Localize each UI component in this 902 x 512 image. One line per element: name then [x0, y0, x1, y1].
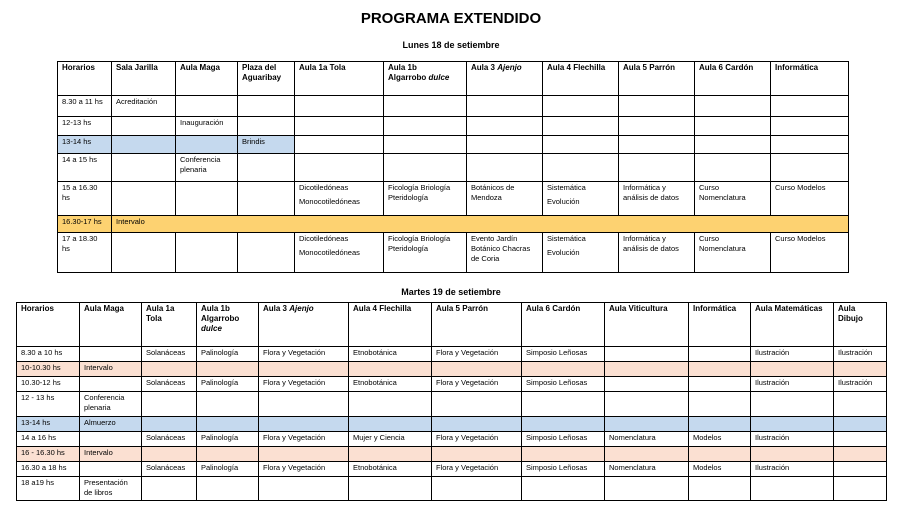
event-cell: Informática y análisis de datos: [619, 182, 695, 216]
empty-cell: [543, 136, 619, 154]
table-row: [17, 417, 887, 432]
event-cell: Flora y Vegetación: [432, 462, 522, 477]
event-line: Sistemática: [547, 234, 586, 243]
empty-cell: [142, 362, 197, 377]
event-line: Dicotiledóneas: [299, 234, 349, 243]
empty-cell: [543, 154, 619, 182]
empty-cell: [349, 477, 432, 501]
event-cell: Mujer y Ciencia: [349, 432, 432, 447]
empty-cell: [295, 136, 384, 154]
event-cell: Intervalo: [112, 216, 849, 233]
empty-cell: [112, 233, 176, 273]
empty-cell: [197, 417, 259, 432]
empty-cell: [384, 96, 467, 117]
table-row: [58, 136, 849, 154]
empty-cell: [467, 117, 543, 136]
event-cell: Ilustración: [834, 347, 887, 362]
empty-cell: [176, 233, 238, 273]
page-title: PROGRAMA EXTENDIDO: [360, 10, 542, 27]
event-cell: Simposio Leñosas: [522, 462, 605, 477]
event-cell: Flora y Vegetación: [259, 377, 349, 392]
col-header: [467, 62, 543, 96]
empty-cell: [467, 154, 543, 182]
table-row: [17, 477, 887, 501]
event-cell: [295, 233, 384, 273]
empty-cell: [605, 377, 689, 392]
empty-cell: [834, 417, 887, 432]
event-cell: Ilustración: [751, 377, 834, 392]
empty-cell: [522, 447, 605, 462]
event-cell: [543, 182, 619, 216]
empty-cell: [112, 154, 176, 182]
time-cell: 14 a 16 hs: [17, 432, 80, 447]
event-cell: Etnobotánica: [349, 347, 432, 362]
event-cell: Flora y Vegetación: [259, 432, 349, 447]
event-line: Monocotiledóneas: [299, 197, 360, 206]
table-row: [58, 96, 849, 117]
event-cell: Evento Jardín Botánico Chacras de Coria: [467, 233, 543, 273]
header-row: [58, 62, 849, 96]
event-cell: Curso Modelos: [771, 182, 849, 216]
event-cell: Conferencia plenaria: [176, 154, 238, 182]
empty-cell: [689, 447, 751, 462]
empty-cell: [197, 392, 259, 417]
col-header-part: Aula 1b Algarrobo: [201, 304, 240, 323]
empty-cell: [197, 447, 259, 462]
event-cell: Acreditación: [112, 96, 176, 117]
empty-cell: [384, 154, 467, 182]
event-cell: Conferencia plenaria: [80, 392, 142, 417]
empty-cell: [522, 417, 605, 432]
col-header: Aula Maga: [176, 62, 238, 96]
event-cell: Solanáceas: [142, 377, 197, 392]
empty-cell: [605, 392, 689, 417]
empty-cell: [751, 392, 834, 417]
empty-cell: [605, 362, 689, 377]
empty-cell: [238, 182, 295, 216]
empty-cell: [619, 154, 695, 182]
empty-cell: [80, 347, 142, 362]
table-row: [58, 233, 849, 273]
empty-cell: [771, 136, 849, 154]
event-cell: Intervalo: [80, 362, 142, 377]
time-cell: 12 - 13 hs: [17, 392, 80, 417]
event-cell: Solanáceas: [142, 347, 197, 362]
event-cell: Modelos: [689, 432, 751, 447]
event-line: Monocotiledóneas: [299, 248, 360, 257]
time-cell: 18 a19 hs: [17, 477, 80, 501]
empty-cell: [543, 96, 619, 117]
header-row: [17, 303, 887, 347]
event-cell: Ficología Briología Pteridología: [384, 233, 467, 273]
col-header: Aula 4 Flechilla: [543, 62, 619, 96]
col-header: Aula 1a Tola: [295, 62, 384, 96]
col-header-part: Aula 3: [471, 63, 496, 72]
event-cell: Palinología: [197, 432, 259, 447]
event-cell: Simposio Leñosas: [522, 347, 605, 362]
empty-cell: [467, 136, 543, 154]
event-cell: Etnobotánica: [349, 377, 432, 392]
schedule-table-monday: [57, 61, 849, 273]
event-cell: Solanáceas: [142, 432, 197, 447]
event-cell: Presentación de libros: [80, 477, 142, 501]
empty-cell: [80, 377, 142, 392]
empty-cell: [771, 154, 849, 182]
empty-cell: [197, 477, 259, 501]
event-cell: Intervalo: [80, 447, 142, 462]
empty-cell: [834, 477, 887, 501]
col-header-part: dulce: [201, 324, 222, 333]
empty-cell: [259, 447, 349, 462]
table-row: [17, 347, 887, 362]
event-cell: Flora y Vegetación: [432, 347, 522, 362]
col-header-part: Ajenjo: [289, 304, 314, 313]
empty-cell: [259, 392, 349, 417]
table-row: [58, 216, 849, 233]
empty-cell: [522, 392, 605, 417]
time-cell: 17 a 18.30 hs: [58, 233, 112, 273]
empty-cell: [751, 362, 834, 377]
empty-cell: [605, 477, 689, 501]
time-cell: 13-14 hs: [58, 136, 112, 154]
empty-cell: [349, 417, 432, 432]
event-cell: Flora y Vegetación: [432, 377, 522, 392]
col-header: Informática: [771, 62, 849, 96]
empty-cell: [384, 136, 467, 154]
event-cell: Ilustración: [834, 377, 887, 392]
empty-cell: [605, 347, 689, 362]
event-cell: Curso Modelos: [771, 233, 849, 273]
empty-cell: [112, 117, 176, 136]
col-header: [197, 303, 259, 347]
empty-cell: [238, 154, 295, 182]
empty-cell: [295, 117, 384, 136]
event-line: Evolución: [547, 248, 580, 257]
time-cell: 10.30-12 hs: [17, 377, 80, 392]
event-cell: Ilustración: [751, 347, 834, 362]
empty-cell: [689, 347, 751, 362]
col-header-part: Aula 3: [263, 304, 288, 313]
time-cell: 8.30 a 11 hs: [58, 96, 112, 117]
empty-cell: [197, 362, 259, 377]
empty-cell: [619, 96, 695, 117]
empty-cell: [619, 136, 695, 154]
event-cell: Simposio Leñosas: [522, 377, 605, 392]
table-row: [17, 432, 887, 447]
time-cell: 16.30 a 18 hs: [17, 462, 80, 477]
event-cell: Flora y Vegetación: [432, 432, 522, 447]
event-line: Dicotiledóneas: [299, 183, 349, 192]
empty-cell: [522, 477, 605, 501]
event-cell: Ficología Briología Pteridología: [384, 182, 467, 216]
event-cell: Flora y Vegetación: [259, 347, 349, 362]
empty-cell: [142, 447, 197, 462]
empty-cell: [834, 432, 887, 447]
empty-cell: [349, 362, 432, 377]
col-header-part: Aula 1b: [388, 63, 417, 72]
event-cell: Botánicos de Mendoza: [467, 182, 543, 216]
col-header: Aula 5 Parrón: [619, 62, 695, 96]
empty-cell: [384, 117, 467, 136]
event-cell: Curso Nomenclatura: [695, 233, 771, 273]
col-header: Aula Dibujo: [834, 303, 887, 347]
event-cell: Brindis: [238, 136, 295, 154]
empty-cell: [142, 417, 197, 432]
col-header: Plaza del Aguaribay: [238, 62, 295, 96]
table-row: [17, 392, 887, 417]
event-cell: Informática y análisis de datos: [619, 233, 695, 273]
event-cell: Palinología: [197, 377, 259, 392]
table-row: [17, 362, 887, 377]
empty-cell: [80, 462, 142, 477]
empty-cell: [349, 392, 432, 417]
empty-cell: [834, 462, 887, 477]
empty-cell: [176, 96, 238, 117]
col-header: Aula 6 Cardón: [695, 62, 771, 96]
empty-cell: [259, 362, 349, 377]
col-header-part: dulce: [428, 73, 450, 82]
event-cell: Palinología: [197, 462, 259, 477]
empty-cell: [80, 432, 142, 447]
event-cell: Nomenclatura: [605, 462, 689, 477]
empty-cell: [695, 96, 771, 117]
time-cell: 14 a 15 hs: [58, 154, 112, 182]
event-cell: Ilustración: [751, 432, 834, 447]
empty-cell: [432, 477, 522, 501]
empty-cell: [112, 136, 176, 154]
empty-cell: [605, 447, 689, 462]
event-cell: Flora y Vegetación: [259, 462, 349, 477]
col-header: Aula 5 Parrón: [432, 303, 522, 347]
empty-cell: [295, 154, 384, 182]
empty-cell: [522, 362, 605, 377]
col-header: Aula Maga: [80, 303, 142, 347]
col-header: Aula 4 Flechilla: [349, 303, 432, 347]
event-line: Sistemática: [547, 183, 586, 192]
empty-cell: [605, 417, 689, 432]
empty-cell: [112, 182, 176, 216]
empty-cell: [176, 136, 238, 154]
empty-cell: [689, 377, 751, 392]
col-header: [384, 62, 467, 96]
event-cell: Inauguración: [176, 117, 238, 136]
event-cell: Ilustración: [751, 462, 834, 477]
col-header: [259, 303, 349, 347]
col-header: Informática: [689, 303, 751, 347]
empty-cell: [259, 477, 349, 501]
event-line: Evolución: [547, 197, 580, 206]
col-header-part: Ajenjo: [497, 63, 522, 72]
col-header: Horarios: [58, 62, 112, 96]
time-cell: 16 - 16.30 hs: [17, 447, 80, 462]
empty-cell: [619, 117, 695, 136]
time-cell: 8.30 a 10 hs: [17, 347, 80, 362]
event-cell: Curso Nomenclatura: [695, 182, 771, 216]
empty-cell: [834, 392, 887, 417]
empty-cell: [771, 117, 849, 136]
empty-cell: [689, 417, 751, 432]
table-row: [17, 447, 887, 462]
empty-cell: [238, 117, 295, 136]
empty-cell: [834, 447, 887, 462]
day2-heading: Martes 19 de setiembre: [401, 287, 501, 297]
col-header: Aula 1a Tola: [142, 303, 197, 347]
time-cell: 10-10.30 hs: [17, 362, 80, 377]
empty-cell: [238, 233, 295, 273]
col-header: Aula Viticultura: [605, 303, 689, 347]
empty-cell: [689, 362, 751, 377]
empty-cell: [176, 182, 238, 216]
event-cell: Palinología: [197, 347, 259, 362]
table-row: [58, 182, 849, 216]
empty-cell: [695, 154, 771, 182]
empty-cell: [142, 477, 197, 501]
empty-cell: [751, 477, 834, 501]
empty-cell: [751, 417, 834, 432]
col-header: Aula 6 Cardón: [522, 303, 605, 347]
empty-cell: [238, 96, 295, 117]
event-cell: [543, 233, 619, 273]
empty-cell: [695, 136, 771, 154]
col-header: Horarios: [17, 303, 80, 347]
empty-cell: [771, 96, 849, 117]
empty-cell: [834, 362, 887, 377]
empty-cell: [689, 392, 751, 417]
empty-cell: [259, 417, 349, 432]
empty-cell: [349, 447, 432, 462]
table-row: [58, 154, 849, 182]
time-cell: 12-13 hs: [58, 117, 112, 136]
empty-cell: [142, 392, 197, 417]
empty-cell: [432, 392, 522, 417]
time-cell: 13-14 hs: [17, 417, 80, 432]
col-header: Sala Jarilla: [112, 62, 176, 96]
event-cell: Solanáceas: [142, 462, 197, 477]
col-header-part: Algarrobo: [388, 73, 427, 82]
table-row: [58, 117, 849, 136]
empty-cell: [543, 117, 619, 136]
event-cell: Simposio Leñosas: [522, 432, 605, 447]
event-cell: [295, 182, 384, 216]
event-cell: Nomenclatura: [605, 432, 689, 447]
empty-cell: [432, 417, 522, 432]
time-cell: 16.30-17 hs: [58, 216, 112, 233]
event-cell: Almuerzo: [80, 417, 142, 432]
empty-cell: [432, 362, 522, 377]
event-cell: Modelos: [689, 462, 751, 477]
empty-cell: [295, 96, 384, 117]
table-row: [17, 462, 887, 477]
table-row: [17, 377, 887, 392]
day1-heading: Lunes 18 de setiembre: [402, 40, 500, 50]
col-header: Aula Matemáticas: [751, 303, 834, 347]
schedule-table-tuesday: [16, 302, 887, 501]
event-cell: Etnobotánica: [349, 462, 432, 477]
empty-cell: [467, 96, 543, 117]
empty-cell: [751, 447, 834, 462]
empty-cell: [432, 447, 522, 462]
empty-cell: [695, 117, 771, 136]
empty-cell: [689, 477, 751, 501]
time-cell: 15 a 16.30 hs: [58, 182, 112, 216]
